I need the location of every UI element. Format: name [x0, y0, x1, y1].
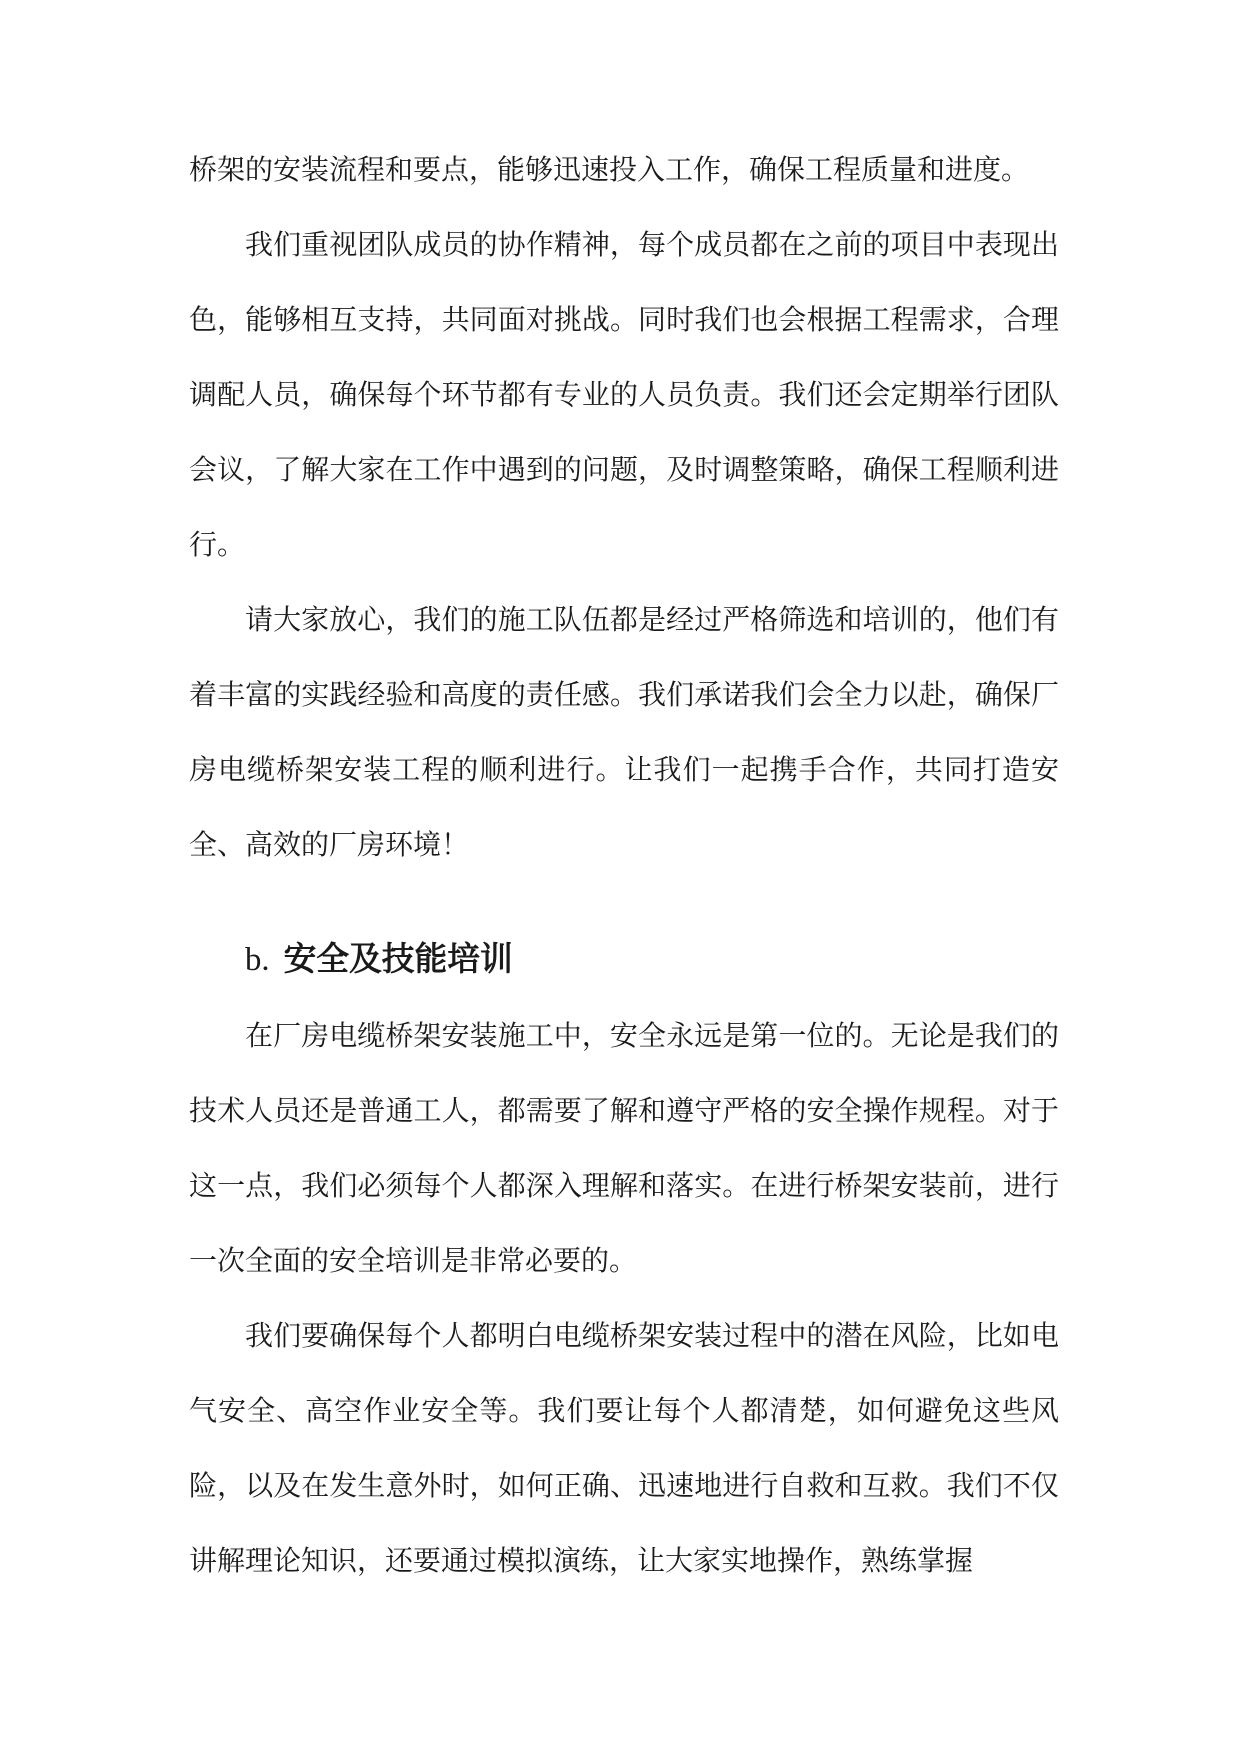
- paragraph-team-cooperation: 我们重视团队成员的协作精神，每个成员都在之前的项目中表现出色，能够相互支持，共同面对挑战。同时我们也会根据工程需求，合理调配人员，确保每个环节都有专业的人员负责。我们还会定期举行团队会议，了解大家在工作中遇到的问题，及时调整策略，确保工程顺利进行。: [189, 228, 1059, 561]
- paragraph-continuation: 桥架的安装流程和要点，能够迅速投入工作，确保工程质量和进度。: [189, 153, 1030, 186]
- paragraph-team-commitment: 请大家放心，我们的施工队伍都是经过严格筛选和培训的，他们有着丰富的实践经验和高度的责任感。我们承诺我们会全力以赴，确保厂房电缆桥架安装工程的顺利进行。让我们一起携手合作，共同打造安全、高效的厂房环境！: [189, 603, 1059, 861]
- section-number: b.: [245, 942, 270, 978]
- paragraph-safety-first: 在厂房电缆桥架安装施工中，安全永远是第一位的。无论是我们的技术人员还是普通工人，都需要了解和遵守严格的安全操作规程。对于这一点，我们必须每个人都深入理解和落实。在进行桥架安装前，进行一次全面的安全培训是非常必要的。: [189, 1019, 1059, 1277]
- paragraph-safety-risks: 我们要确保每个人都明白电缆桥架安装过程中的潜在风险，比如电气安全、高空作业安全等。我们要让每个人都清楚，如何避免这些风险，以及在发生意外时，如何正确、迅速地进行自救和互救。我们不仅讲解理论知识，还要通过模拟演练，让大家实地操作，熟练掌握: [189, 1319, 1059, 1577]
- document-body: [189, 132, 1059, 1598]
- section-heading: [189, 922, 1059, 998]
- section-title: 安全及技能培训: [283, 940, 513, 978]
